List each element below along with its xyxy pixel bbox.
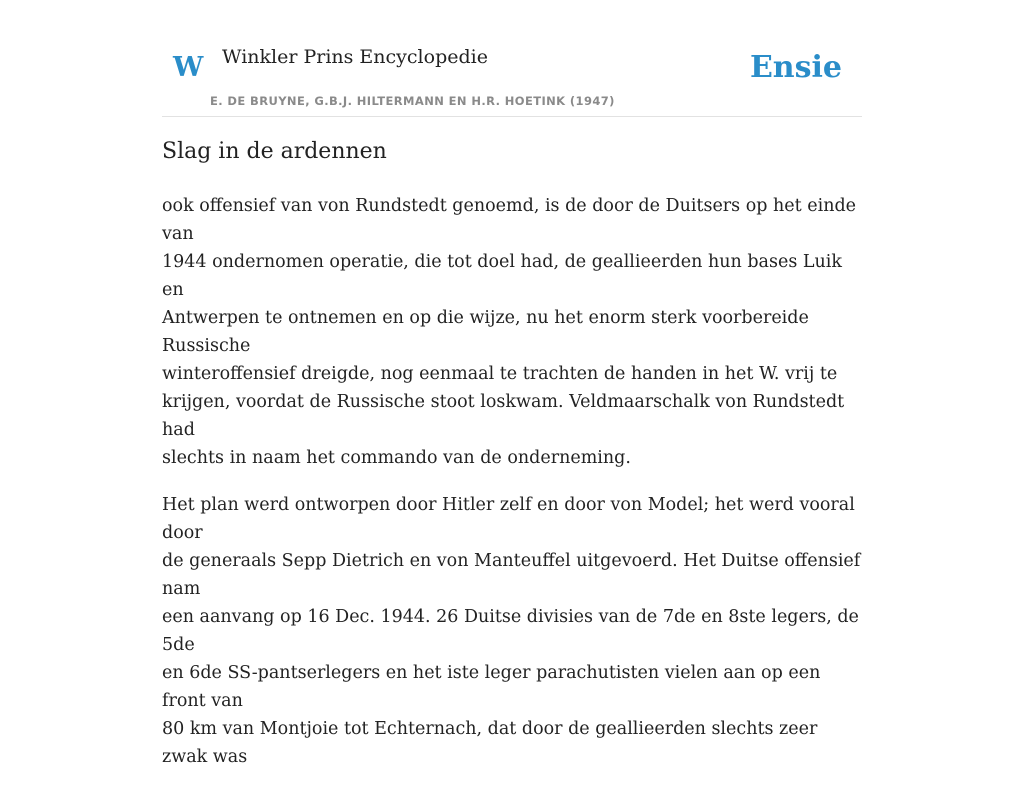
article-body <box>162 192 866 790</box>
winkler-prins-logo-icon[interactable]: W <box>173 52 204 83</box>
article-paragraph: Het plan werd ontworpen door Hitler zelf en door von Model; het werd vooral door de generaals Sepp Dietrich en von Manteuffel uitgevoerd. Het Duitse offensief nam een aanvang op 16 Dec. 1944. 26 Duitse divisies van de 7de en 8ste legers, de 5de en 6de SS-pantserlegers en het iste leger parachutisten vielen aan op een front van 80 km van Montjoie tot Echternach, dat door de geallieerden slechts zeer zwak was <box>162 495 861 767</box>
article-paragraph: ook offensief van von Rundstedt genoemd, is de door de Duitsers op het einde van 1944 ondernomen operatie, die tot doel had, de geallieerden hun bases Luik en Antwerpen te ontnemen en op die wijze, nu het enorm sterk voorbereide Russische winteroffensief dreigde, nog eenmaal te trachten de handen in het W. vrij te krijgen, voordat de Russische stoot loskwam. Veldmaarschalk von Rundstedt had slechts in naam het commando van de onderneming. <box>162 196 857 468</box>
source-title[interactable]: Winkler Prins Encyclopedie <box>222 46 488 68</box>
article-title: Slag in de ardennen <box>162 139 387 164</box>
ensie-logo-link[interactable]: Ensie <box>749 50 842 85</box>
source-header <box>162 0 862 117</box>
source-authors: E. DE BRUYNE, G.B.J. HILTERMANN EN H.R. HOETINK (1947) <box>210 94 615 108</box>
